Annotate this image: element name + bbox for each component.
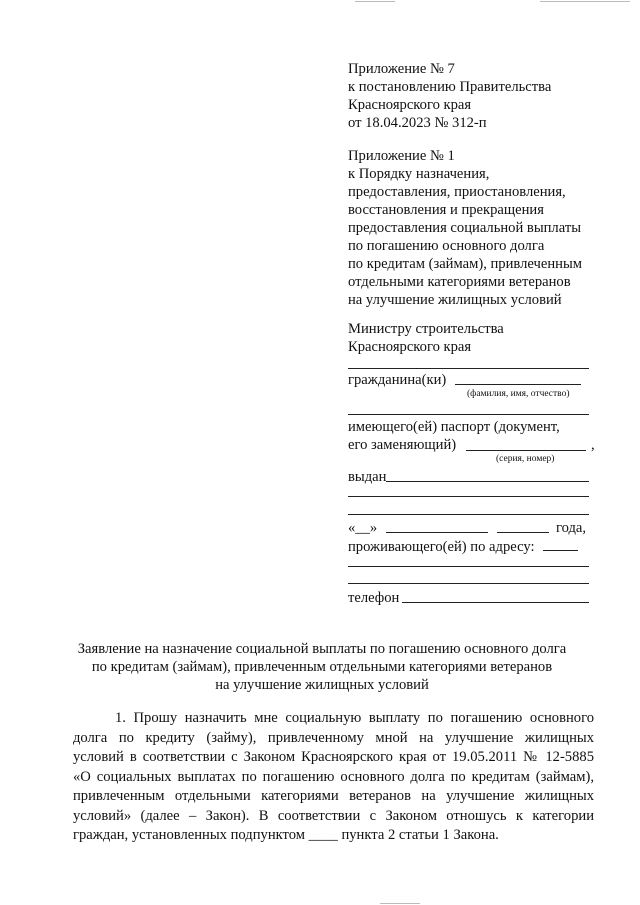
procedure-line: по кредитам (займам), привлеченным <box>348 256 582 272</box>
blank-line <box>348 368 589 369</box>
procedure-line: предоставления, приостановления, <box>348 184 566 200</box>
appendix-line: Приложение № 7 <box>348 61 455 77</box>
year-label: года, <box>556 520 587 536</box>
passport-line-1: имеющего(ей) паспорт (документ, <box>348 419 560 435</box>
appendix-line: Красноярского края <box>348 97 472 113</box>
blank-line <box>348 414 589 415</box>
passport-line-2: его заменяющий) <box>348 437 457 453</box>
passport-hint: (серия, номер) <box>496 454 555 464</box>
statement-body-line: «О социальных выплатах по погашению основного долга по кредитам (займам), <box>73 768 594 785</box>
issued-line-2[interactable] <box>348 496 589 497</box>
procedure-line: на улучшение жилищных условий <box>348 292 562 308</box>
statement-body-line: привлеченным отдельными категориями ветеранов на улучшение жилищных <box>73 788 594 804</box>
address-line[interactable] <box>543 550 578 551</box>
address-line-2[interactable] <box>348 566 589 567</box>
issued-line[interactable] <box>386 481 589 482</box>
appendix-line: от 18.04.2023 № 312-п <box>348 115 487 131</box>
passport-number-line[interactable] <box>466 450 586 451</box>
date-year-line[interactable] <box>497 532 549 533</box>
statement-title-line: по кредитам (займам), привлеченным отдельными категориями ветеранов <box>91 659 553 675</box>
procedure-line: восстановления и прекращения <box>348 202 544 218</box>
appendix-line: к постановлению Правительства <box>348 79 552 95</box>
citizen-name-line[interactable] <box>455 384 581 385</box>
statement-body-line: условий в соответствии с Законом Красноярского края от 19.05.2011 № 12-5885 <box>73 749 594 765</box>
statement-body-line: 1. Прошу назначить мне социальную выплату по погашению основного <box>115 710 594 726</box>
passport-comma: , <box>591 437 595 453</box>
addressee-line: Министру строительства <box>348 321 504 337</box>
phone-line[interactable] <box>402 602 589 603</box>
statement-title-line: на улучшение жилищных условий <box>215 677 429 693</box>
procedure-block <box>348 147 592 309</box>
address-line-3[interactable] <box>348 583 589 584</box>
statement-body <box>73 709 594 846</box>
statement-body-line: граждан, установленных подпунктом ____ пункта 2 статьи 1 Закона. <box>73 827 499 843</box>
addressee-block <box>348 320 592 356</box>
statement-title <box>50 640 594 694</box>
procedure-line: отдельными категориями ветеранов <box>348 274 571 290</box>
address-label: проживающего(ей) по адресу: <box>348 539 535 555</box>
citizen-hint: (фамилия, имя, отчество) <box>467 389 570 399</box>
scan-mark-top-right <box>540 1 630 2</box>
date-month-line[interactable] <box>386 532 488 533</box>
statement-body-line: долга по кредиту (займу), привлеченному мной на улучшение жилищных <box>73 729 594 746</box>
addressee-line: Красноярского края <box>348 339 472 355</box>
issued-label: выдан <box>348 469 387 485</box>
citizen-label: гражданина(ки) <box>348 372 447 388</box>
scan-mark-bottom <box>380 903 420 904</box>
statement-title-line: Заявление на назначение социальной выплаты по погашению основного долга <box>77 641 567 657</box>
appendix-block <box>348 60 592 132</box>
procedure-line: к Порядку назначения, <box>348 166 490 182</box>
scan-mark-top <box>355 1 395 2</box>
issued-line-3[interactable] <box>348 514 589 515</box>
statement-body-line: условий» (далее – Закон). В соответствии с Законом отношусь к категории <box>73 807 594 824</box>
procedure-line: по погашению основного долга <box>348 238 545 254</box>
procedure-line: предоставления социальной выплаты <box>348 220 582 236</box>
date-open: «__» <box>348 520 378 536</box>
phone-label: телефон <box>348 590 400 606</box>
procedure-line: Приложение № 1 <box>348 148 455 164</box>
